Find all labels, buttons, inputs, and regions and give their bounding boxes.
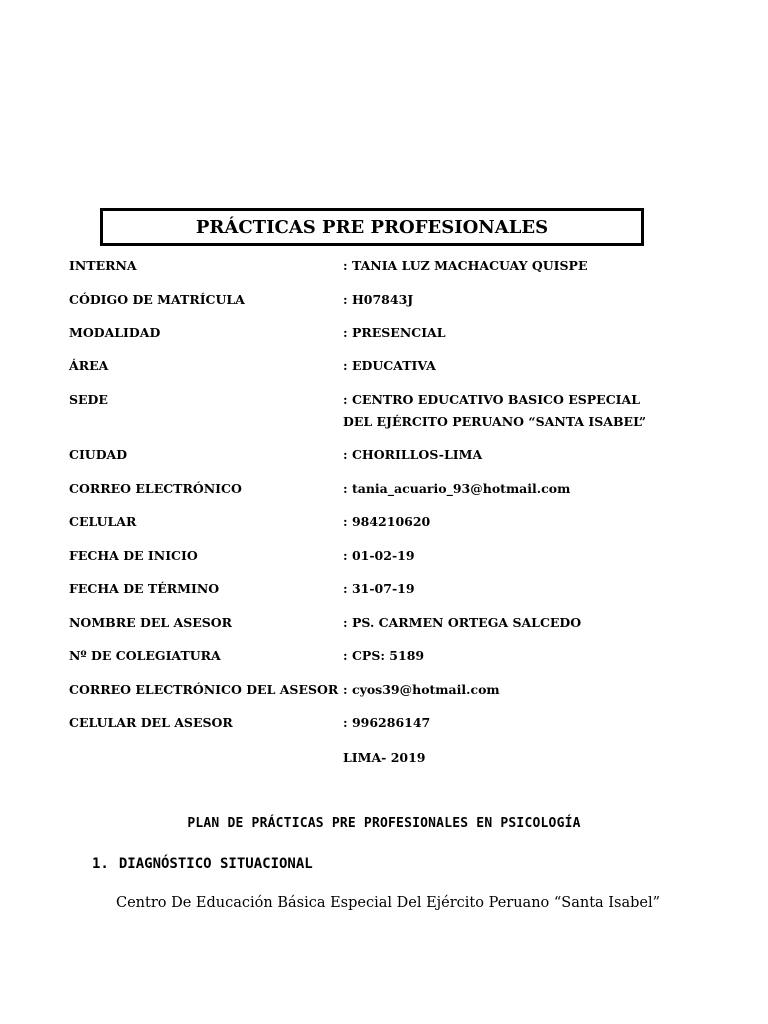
field-value: : 01-02-19	[343, 548, 415, 563]
field-label: CELULAR DEL ASESOR	[69, 715, 233, 730]
plan-title: PLAN DE PRÁCTICAS PRE PROFESIONALES EN PSICOLOGÍA	[187, 816, 581, 831]
place-year: LIMA- 2019	[343, 750, 426, 765]
field-value: : PS. CARMEN ORTEGA SALCEDO	[343, 615, 582, 630]
field-label: ÁREA	[69, 358, 109, 373]
field-value: : cyos39@hotmail.com	[343, 682, 500, 697]
field-label: FECHA DE TÉRMINO	[69, 581, 220, 596]
field-label: FECHA DE INICIO	[69, 548, 198, 563]
field-value: : EDUCATIVA	[343, 358, 436, 373]
field-value: : CPS: 5189	[343, 648, 425, 663]
field-label: Nº DE COLEGIATURA	[69, 648, 221, 663]
field-label: CORREO ELECTRÓNICO DEL ASESOR	[69, 682, 339, 697]
field-label: CORREO ELECTRÓNICO	[69, 481, 242, 496]
field-value: : CENTRO EDUCATIVO BASICO ESPECIAL DEL EJÉRCITO PERUANO “SANTA ISABEL”	[343, 392, 647, 429]
field-value: : TANIA LUZ MACHACUAY QUISPE	[343, 258, 588, 273]
body-paragraph: Centro De Educación Básica Especial Del Ejército Peruano “Santa Isabel”	[116, 895, 661, 911]
field-value: : 31-07-19	[343, 581, 415, 596]
field-label: INTERNA	[69, 258, 137, 273]
field-label: SEDE	[69, 392, 108, 407]
section-heading	[92, 856, 313, 872]
field-label: NOMBRE DEL ASESOR	[69, 615, 233, 630]
field-value: : tania_acuario_93@hotmail.com	[343, 481, 571, 496]
field-value: : CHORILLOS-LIMA	[343, 447, 483, 462]
field-label: CÓDIGO DE MATRÍCULA	[69, 292, 245, 307]
field-value: : PRESENCIAL	[343, 325, 446, 340]
field-label: CELULAR	[69, 514, 137, 529]
field-label: CIUDAD	[69, 447, 128, 462]
section-title: DIAGNÓSTICO SITUACIONAL	[118, 856, 313, 872]
field-value: : 984210620	[343, 514, 431, 529]
field-label: MODALIDAD	[69, 325, 161, 340]
document-title-box	[100, 208, 644, 246]
section-number: 1.	[92, 856, 109, 872]
document-title: PRÁCTICAS PRE PROFESIONALES	[195, 216, 549, 238]
field-value: : H07843J	[343, 292, 414, 307]
field-value: : 996286147	[343, 715, 431, 730]
